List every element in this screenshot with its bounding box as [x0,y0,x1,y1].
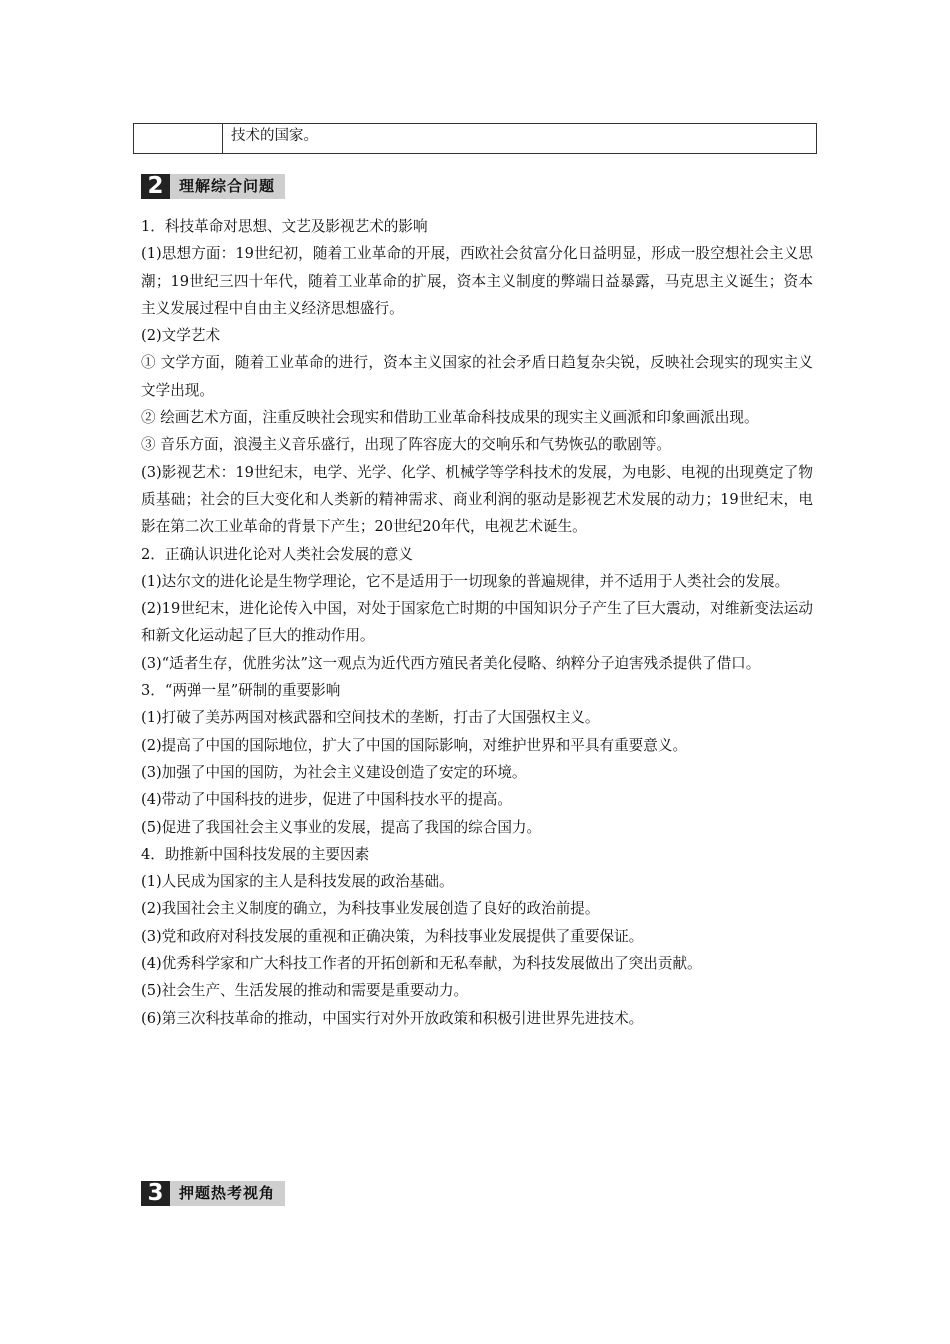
section-2-number: 2 [141,174,170,199]
paragraph: (2)提高了中国的国际地位，扩大了中国的国际影响，对维护世界和平具有重要意义。 [141,736,688,754]
paragraph: (3)加强了中国的国防，为社会主义建设创造了安定的环境。 [141,763,527,781]
paragraph: ① 文学方面，随着工业革命的进行，资本主义国家的社会矛盾日趋复杂尖锐，反映社会现实的现实主义文学出现。 [141,354,813,399]
paragraph: (5)促进了我国社会主义事业的发展，提高了我国的综合国力。 [141,818,542,836]
paragraph: (3)“适者生存，优胜劣汰”这一观点为近代西方殖民者美化侵略、纳粹分子迫害残杀提供了借口。 [141,654,761,672]
section-2-heading [141,174,285,199]
paragraph: (1)打破了美苏两国对核武器和空间技术的垄断，打击了大国强权主义。 [141,709,600,727]
paragraph: ③ 音乐方面，浪漫主义音乐盛行，出现了阵容庞大的交响乐和气势恢弘的歌剧等。 [141,436,672,454]
paragraph: (4)优秀科学家和广大科技工作者的开拓创新和无私奉献，为科技发展做出了突出贡献。 [141,955,702,973]
heading-1: 1．科技革命对思想、文艺及影视艺术的影响 [141,218,428,235]
paragraph: (3)党和政府对科技发展的重视和正确决策，为科技事业发展提供了重要保证。 [141,927,644,945]
heading-4: 4．助推新中国科技发展的主要因素 [141,845,370,863]
section-3-title: 押题热考视角 [170,1181,285,1206]
table-cell-empty [134,124,223,153]
paragraph: (6)第三次科技革命的推动，中国实行对外开放政策和积极引进世界先进技术。 [141,1009,644,1027]
continuation-table [133,123,817,154]
paragraph: (5)社会生产、生活发展的推动和需要是重要动力。 [141,982,469,1000]
paragraph: ② 绘画艺术方面，注重反映社会现实和借助工业革命科技成果的现实主义画派和印象画派出现。 [141,409,759,427]
paragraph: (1)人民成为国家的主人是科技发展的政治基础。 [141,873,454,891]
paragraph: (1)思想方面：19世纪初，随着工业革命的开展，西欧社会贫富分化日益明显，形成一股空想社会主义思潮；19世纪三四十年代，随着工业革命的扩展，资本主义制度的弊端日益暴露，马克思主义诞生；资本主义发展过程中自由主义经济思想盛行。 [141,245,813,317]
paragraph: (2)文学艺术 [141,327,221,345]
heading-2: 2．正确认识进化论对人类社会发展的意义 [141,545,413,563]
section-3-heading [141,1181,285,1206]
section-2-content [141,213,813,1032]
paragraph: (4)带动了中国科技的进步，促进了中国科技水平的提高。 [141,791,512,809]
table-cell-text: 技术的国家。 [231,128,318,144]
heading-3: 3．“两弹一星”研制的重要影响 [141,682,341,700]
section-2-title: 理解综合问题 [170,174,285,199]
paragraph: (3)影视艺术：19世纪末，电学、光学、化学、机械学等学科技术的发展，为电影、电视的出现奠定了物质基础；社会的巨大变化和人类新的精神需求、商业利润的驱动是影视艺术发展的动力；19世纪末，电影在第二次工业革命的背景下产生；20世纪20年代，电视艺术诞生。 [141,463,813,536]
paragraph: (2)我国社会主义制度的确立，为科技事业发展创造了良好的政治前提。 [141,900,600,918]
paragraph: (1)达尔文的进化论是生物学理论，它不是适用于一切现象的普遍规律，并不适用于人类社会的发展。 [141,572,790,590]
section-3-number: 3 [141,1181,170,1206]
paragraph: (2)19世纪末，进化论传入中国，对处于国家危亡时期的中国知识分子产生了巨大震动，对维新变法运动和新文化运动起了巨大的推动作用。 [141,600,813,645]
